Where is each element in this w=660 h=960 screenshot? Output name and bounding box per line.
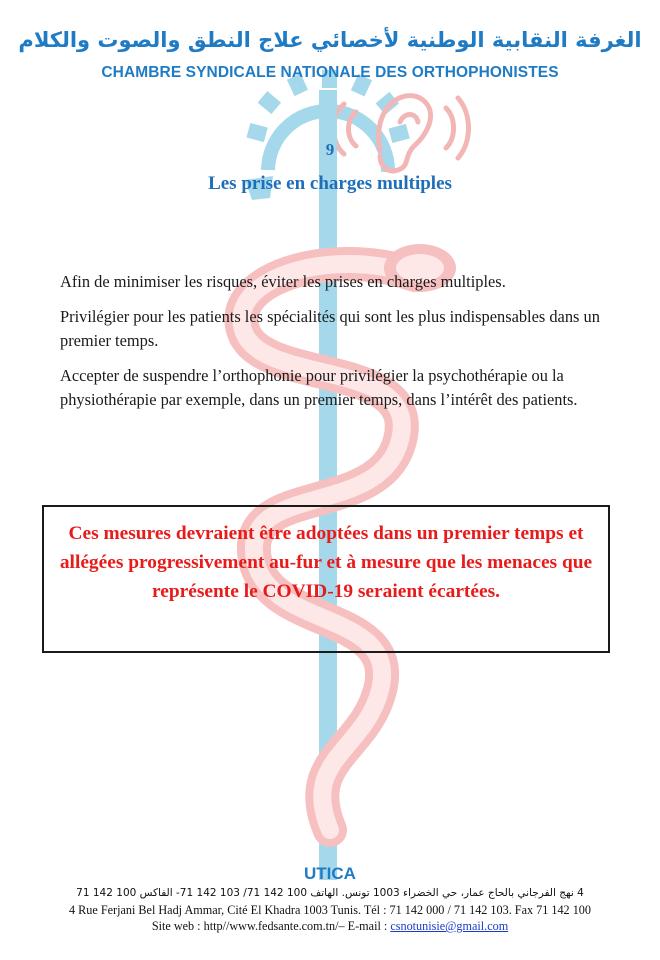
notice-text: Ces mesures devraient être adoptées dans un premier temps et allégées progressivement au-fur et à mesure que les menaces que représente le COVID-19 seraient écartées. bbox=[59, 523, 593, 602]
header-title-french: CHAMBRE SYNDICALE NATIONALE DES ORTHOPHONISTES bbox=[101, 64, 559, 81]
footer-address-french: 4 Rue Ferjani Bel Hadj Ammar, Cité El Khadra 1003 Tunis. Tél : 71 142 000 / 71 142 103. Fax 71 142 100 bbox=[69, 903, 591, 917]
footer-contact bbox=[0, 919, 660, 934]
footer-website: Site web : http//www.fedsante.com.tn/– E-mail : bbox=[151, 919, 391, 933]
footer-organization: UTICA bbox=[304, 864, 356, 883]
paragraph: Accepter de suspendre l’orthophonie pour privilégier la psychothérapie ou la physiothérapie par exemple, dans un premier temps, dans l’intérêt des patients. bbox=[60, 366, 578, 409]
body-text bbox=[60, 270, 600, 423]
paragraph: Afin de minimiser les risques, éviter les prises en charges multiples. bbox=[60, 272, 506, 291]
section-title: Les prise en charges multiples bbox=[208, 173, 452, 194]
notice-box bbox=[42, 505, 610, 653]
email-link[interactable]: csnotunisie@gmail.com bbox=[390, 919, 509, 933]
section-number: 9 bbox=[325, 140, 335, 159]
footer-address-arabic: 4 نهج الفرجاني بالحاج عمار، حي الخضراء 1003 تونس. الهاتف 100 142 71/ 103 142 71- الفاكس 100 142 71 bbox=[76, 887, 584, 899]
header-title-arabic: الغرفة النقابية الوطنية لأخصائي علاج النطق والصوت والكلام bbox=[18, 28, 642, 52]
paragraph: Privilégier pour les patients les spécialités qui sont les plus indispensables dans un premier temps. bbox=[60, 307, 600, 350]
